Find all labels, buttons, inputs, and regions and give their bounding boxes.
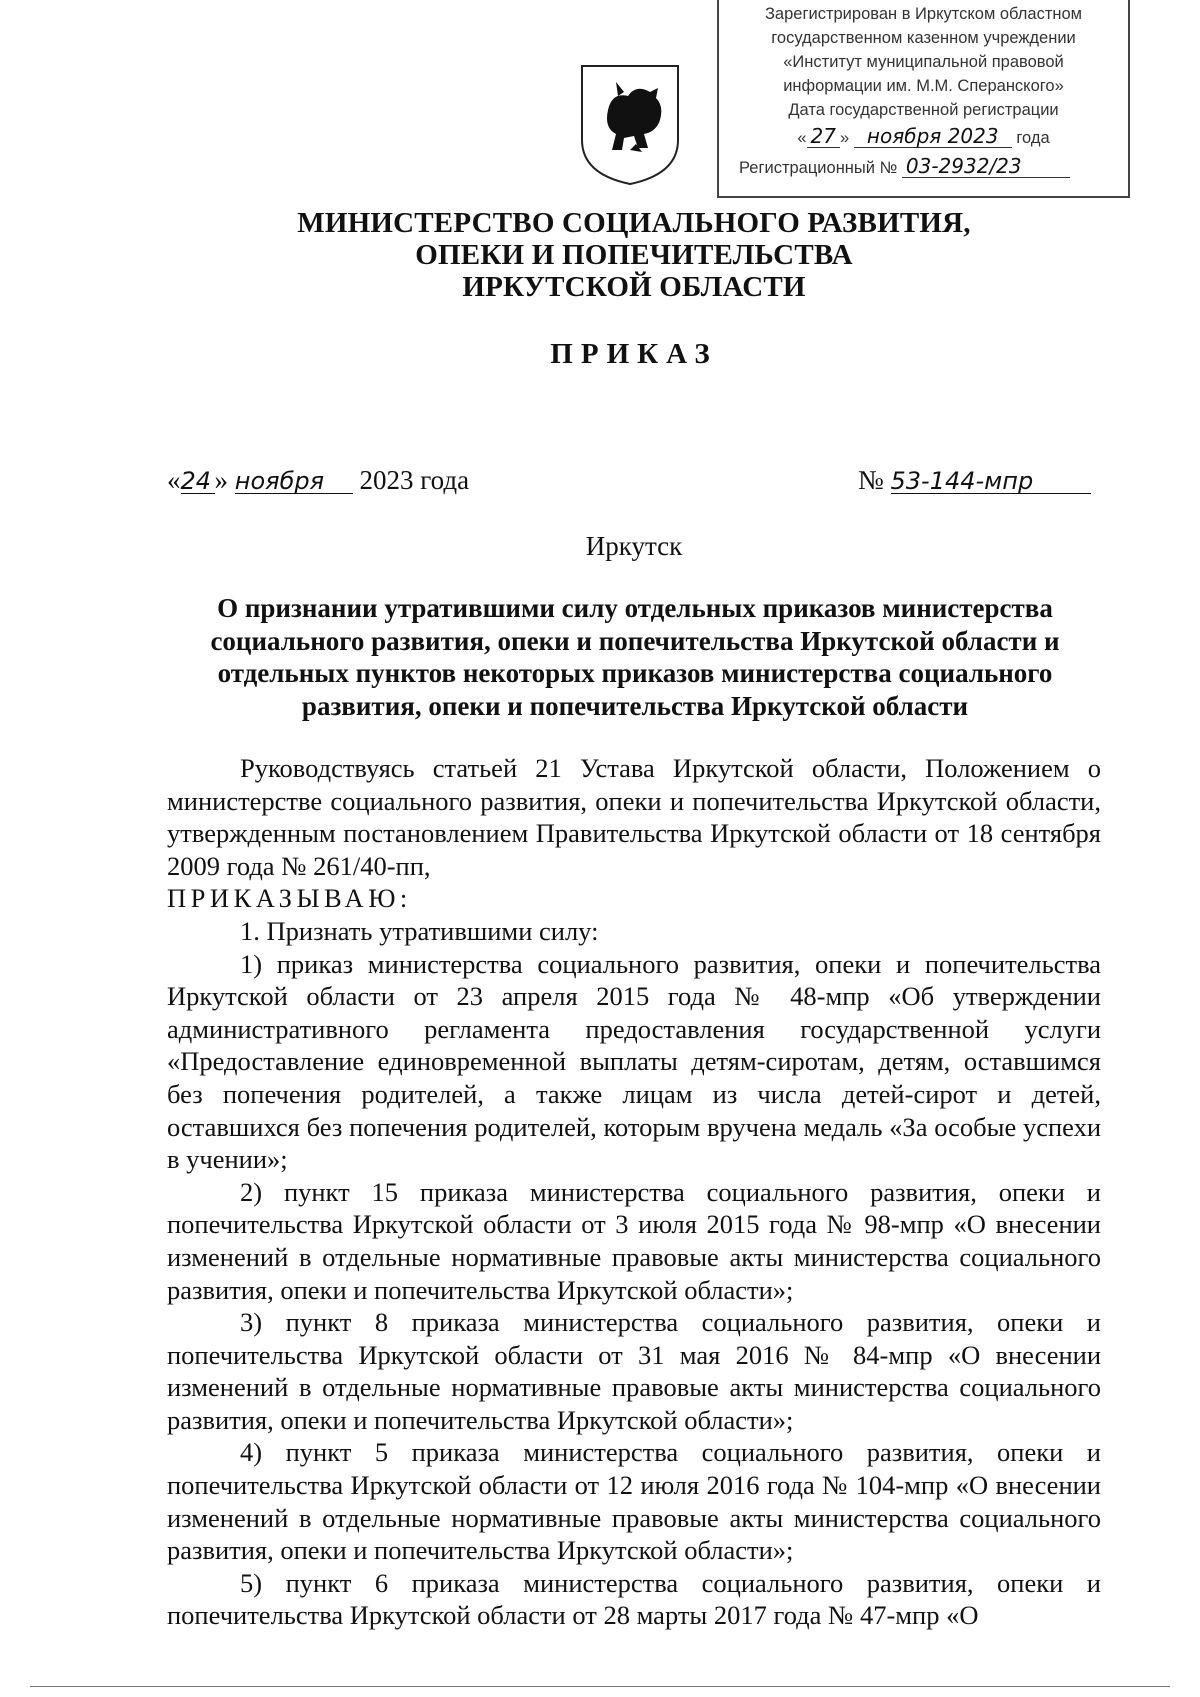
org-line: МИНИСТЕРСТВО СОЦИАЛЬНОГО РАЗВИТИЯ, — [297, 207, 971, 239]
document-type: ПРИКАЗ — [550, 338, 718, 370]
order-word: ПРИКАЗЫВАЮ: — [167, 883, 412, 914]
stamp-line: информации им. М.М. Сперанского» — [783, 77, 1064, 95]
stamp-date-open: « — [797, 129, 807, 147]
stamp-date-month: ноября 2023 — [854, 125, 1012, 148]
subitem-paragraph: 1) приказ министерства социального развития, опеки и попечительства Иркутской области от 23 апреля 2015 года № 48-мпр «Об утверждении административного регламента предоставления государственной услуги «Предоставление единовременной выплаты детям-сиротам, детям, оставшимся без попечения родителей, а также лицам из числа детей-сирот и детей, оставшихся без попечения родителей, которым вручена медаль «За особые успехи в учении»; — [167, 948, 1101, 1175]
order-number — [858, 465, 1091, 496]
stamp-reg-number: 03-2932/23 — [902, 155, 1070, 178]
document-title: О признании утратившими силу отдельных приказов министерства социального развития, опеки и попечительства Иркутской области и отдельных пунктов некоторых приказов министерства социального развития, опеки и попечительства Иркутской области — [210, 593, 1060, 721]
date-day: 24 — [181, 469, 215, 494]
stamp-line: государственном казенном учреждении — [771, 29, 1076, 47]
stamp-date-row — [725, 124, 1122, 152]
stamp-reg-row — [725, 154, 1122, 182]
date-month: ноября — [235, 469, 353, 494]
stamp-line: Зарегистрирован в Иркутском областном — [764, 5, 1083, 23]
subitem-paragraph: 3) пункт 8 приказа министерства социального развития, опеки и попечительства Иркутской области от 31 мая 2016 № 84-мпр «О внесении изменений в отдельные нормативные правовые акты министерства социального развития, опеки и попечительства Иркутской области»; — [167, 1307, 1101, 1435]
date-close: » — [214, 465, 228, 495]
order-date — [167, 465, 469, 496]
org-line: ИРКУТСКОЙ ОБЛАСТИ — [462, 271, 806, 303]
organization-name — [0, 207, 1200, 303]
coat-of-arms-icon — [578, 62, 682, 188]
date-year: 2023 года — [359, 465, 470, 495]
stamp-date-day: 27 — [807, 125, 840, 148]
preamble-paragraph: Руководствуясь статьей 21 Устава Иркутской области, Положением о министерстве социального развития, опеки и попечительства Иркутской области, утвержденным постановлением Правительства Иркутской области от 18 сентября 2009 года № 261/40-пп, — [167, 753, 1101, 881]
subitem-paragraph: 2) пункт 15 приказа министерства социального развития, опеки и попечительства Иркутской области от 3 июля 2015 года № 98-мпр «О внесении изменений в отдельные нормативные правовые акты министерства социального развития, опеки и попечительства Иркутской области»; — [167, 1176, 1101, 1305]
stamp-date-year-label: года — [1016, 129, 1050, 147]
number-value: 53-144-мпр — [891, 469, 1091, 494]
number-label: № — [858, 465, 884, 495]
registration-stamp — [717, 0, 1130, 198]
document-body — [167, 752, 1101, 1632]
page-edge-line — [30, 1686, 1170, 1687]
org-line: ОПЕКИ И ПОПЕЧИТЕЛЬСТВА — [415, 239, 853, 271]
date-open: « — [167, 465, 181, 495]
subitem-paragraph: 4) пункт 5 приказа министерства социального развития, опеки и попечительства Иркутской области от 12 июля 2016 года № 104-мпр «О внесении изменений в отдельные нормативные правовые акты министерства социального развития, опеки и попечительства Иркутской области»; — [167, 1437, 1101, 1566]
item-paragraph: 1. Признать утратившими силу: — [240, 915, 599, 946]
stamp-reg-label: Регистрационный № — [739, 159, 898, 177]
stamp-line: «Институт муниципальной правовой — [783, 53, 1064, 71]
stamp-line: Дата государственной регистрации — [788, 101, 1059, 119]
city: Иркутск — [585, 531, 683, 561]
stamp-date-close: » — [839, 129, 850, 147]
subitem-paragraph: 5) пункт 6 приказа министерства социального развития, опеки и попечительства Иркутской области от 28 марты 2017 года № 47-мпр «О — [167, 1567, 1101, 1631]
